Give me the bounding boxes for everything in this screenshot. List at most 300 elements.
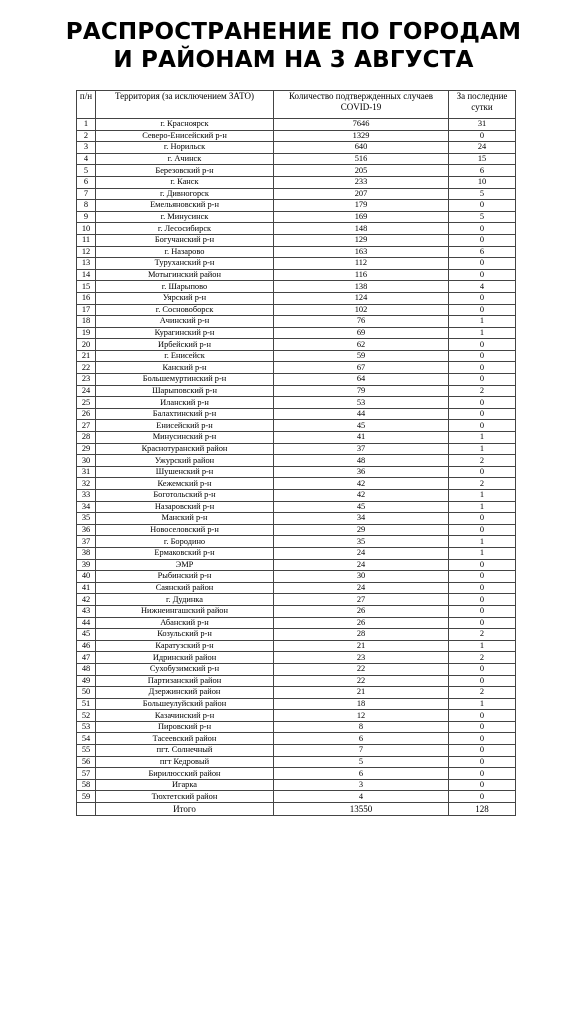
- row-number-cell: 37: [77, 536, 96, 548]
- last-day-cell: 0: [449, 756, 516, 768]
- territory-cell: Абанский р-н: [96, 617, 274, 629]
- table-row: [77, 698, 516, 710]
- territory-cell: г. Енисейск: [96, 350, 274, 362]
- cases-cell: 4: [274, 791, 449, 803]
- covid-cases-table: [76, 90, 516, 816]
- row-number-cell: 10: [77, 223, 96, 235]
- table-row: [77, 269, 516, 281]
- cases-cell: 26: [274, 605, 449, 617]
- header-last-day: За последние сутки: [449, 91, 516, 119]
- row-number-cell: 30: [77, 455, 96, 467]
- table-row: [77, 501, 516, 513]
- title-line-2: И РАЙОНАМ НА 3 АВГУСТА: [113, 47, 474, 73]
- row-number-cell: 22: [77, 362, 96, 374]
- territory-cell: Шушенский р-н: [96, 466, 274, 478]
- territory-cell: Идринский район: [96, 652, 274, 664]
- table-row: [77, 675, 516, 687]
- last-day-cell: 2: [449, 652, 516, 664]
- cases-cell: 8: [274, 721, 449, 733]
- territory-cell: Боготольский р-н: [96, 490, 274, 502]
- last-day-cell: 2: [449, 687, 516, 699]
- table-row: [77, 362, 516, 374]
- territory-cell: Большемуртинский р-н: [96, 374, 274, 386]
- last-day-cell: 0: [449, 594, 516, 606]
- row-number-cell: 38: [77, 547, 96, 559]
- territory-cell: Ачинский р-н: [96, 316, 274, 328]
- last-day-cell: 6: [449, 246, 516, 258]
- row-number-cell: 3: [77, 142, 96, 154]
- territory-cell: Манский р-н: [96, 513, 274, 525]
- territory-cell: Бирилюсский район: [96, 768, 274, 780]
- table-row: [77, 246, 516, 258]
- last-day-cell: 0: [449, 513, 516, 525]
- table-row: [77, 316, 516, 328]
- cases-cell: 79: [274, 385, 449, 397]
- last-day-cell: 0: [449, 582, 516, 594]
- cases-cell: 3: [274, 779, 449, 791]
- row-number-cell: 35: [77, 513, 96, 525]
- last-day-cell: 4: [449, 281, 516, 293]
- row-number-cell: 13: [77, 258, 96, 270]
- cases-cell: 116: [274, 269, 449, 281]
- territory-cell: г. Дудинка: [96, 594, 274, 606]
- cases-cell: 35: [274, 536, 449, 548]
- table-row: [77, 478, 516, 490]
- row-number-cell: 41: [77, 582, 96, 594]
- last-day-cell: 0: [449, 466, 516, 478]
- cases-cell: 26: [274, 617, 449, 629]
- total-cases: 13550: [274, 803, 449, 816]
- cases-cell: 44: [274, 408, 449, 420]
- last-day-cell: 2: [449, 629, 516, 641]
- territory-cell: ЭМР: [96, 559, 274, 571]
- cases-cell: 42: [274, 490, 449, 502]
- territory-cell: г. Норильск: [96, 142, 274, 154]
- territory-cell: Ермаковский р-н: [96, 547, 274, 559]
- row-number-cell: 58: [77, 779, 96, 791]
- cases-cell: 62: [274, 339, 449, 351]
- territory-cell: г. Бородино: [96, 536, 274, 548]
- cases-cell: 27: [274, 594, 449, 606]
- territory-cell: Партизанский район: [96, 675, 274, 687]
- cases-cell: 169: [274, 211, 449, 223]
- row-number-cell: 50: [77, 687, 96, 699]
- territory-cell: Курагинский р-н: [96, 327, 274, 339]
- table-row: [77, 432, 516, 444]
- last-day-cell: 10: [449, 176, 516, 188]
- cases-cell: 64: [274, 374, 449, 386]
- table-row: [77, 791, 516, 803]
- cases-cell: 67: [274, 362, 449, 374]
- territory-cell: Богучанский р-н: [96, 234, 274, 246]
- last-day-cell: 0: [449, 408, 516, 420]
- table-row: [77, 466, 516, 478]
- cases-cell: 102: [274, 304, 449, 316]
- row-number-cell: 7: [77, 188, 96, 200]
- last-day-cell: 0: [449, 617, 516, 629]
- cases-cell: 124: [274, 292, 449, 304]
- cases-cell: 24: [274, 547, 449, 559]
- cases-cell: 6: [274, 768, 449, 780]
- cases-cell: 7646: [274, 119, 449, 131]
- territory-cell: Иланский р-н: [96, 397, 274, 409]
- cases-cell: 233: [274, 176, 449, 188]
- row-number-cell: 26: [77, 408, 96, 420]
- territory-cell: Назаровский р-н: [96, 501, 274, 513]
- table-row: [77, 617, 516, 629]
- row-number-cell: 51: [77, 698, 96, 710]
- table-row: [77, 687, 516, 699]
- last-day-cell: 0: [449, 524, 516, 536]
- row-number-cell: 34: [77, 501, 96, 513]
- territory-cell: Козульский р-н: [96, 629, 274, 641]
- territory-cell: г. Сосновоборск: [96, 304, 274, 316]
- cases-cell: 36: [274, 466, 449, 478]
- row-number-cell: 18: [77, 316, 96, 328]
- row-number-cell: 44: [77, 617, 96, 629]
- territory-cell: Балахтинский р-н: [96, 408, 274, 420]
- table-row: [77, 234, 516, 246]
- cases-cell: 34: [274, 513, 449, 525]
- last-day-cell: 1: [449, 443, 516, 455]
- row-number-cell: 43: [77, 605, 96, 617]
- cases-cell: 22: [274, 675, 449, 687]
- territory-cell: Ужурский район: [96, 455, 274, 467]
- last-day-cell: 24: [449, 142, 516, 154]
- table-row: [77, 292, 516, 304]
- last-day-cell: 0: [449, 200, 516, 212]
- cases-cell: 179: [274, 200, 449, 212]
- cases-cell: 6: [274, 733, 449, 745]
- last-day-cell: 31: [449, 119, 516, 131]
- last-day-cell: 1: [449, 536, 516, 548]
- last-day-cell: 1: [449, 432, 516, 444]
- cases-cell: 5: [274, 756, 449, 768]
- last-day-cell: 0: [449, 420, 516, 432]
- last-day-cell: 0: [449, 571, 516, 583]
- territory-cell: Северо-Енисейский р-н: [96, 130, 274, 142]
- table-row: [77, 176, 516, 188]
- table-row: [77, 188, 516, 200]
- territory-cell: Краснотуранский район: [96, 443, 274, 455]
- cases-cell: 129: [274, 234, 449, 246]
- cases-cell: 12: [274, 710, 449, 722]
- territory-cell: Канский р-н: [96, 362, 274, 374]
- table-row: [77, 200, 516, 212]
- row-number-cell: 15: [77, 281, 96, 293]
- last-day-cell: 0: [449, 234, 516, 246]
- cases-cell: 21: [274, 640, 449, 652]
- row-number-cell: 45: [77, 629, 96, 641]
- table-row: [77, 559, 516, 571]
- cases-cell: 45: [274, 420, 449, 432]
- cases-cell: 18: [274, 698, 449, 710]
- table-row: [77, 420, 516, 432]
- table-row: [77, 536, 516, 548]
- table-row: [77, 455, 516, 467]
- row-number-cell: 42: [77, 594, 96, 606]
- territory-cell: Казачинский р-н: [96, 710, 274, 722]
- row-number-cell: 11: [77, 234, 96, 246]
- table-row: [77, 385, 516, 397]
- territory-cell: Тюхтетский район: [96, 791, 274, 803]
- table-row: [77, 165, 516, 177]
- territory-cell: г. Шарыпово: [96, 281, 274, 293]
- territory-cell: г. Красноярск: [96, 119, 274, 131]
- row-number-cell: 28: [77, 432, 96, 444]
- cases-cell: 41: [274, 432, 449, 444]
- territory-cell: Пировский р-н: [96, 721, 274, 733]
- table-row: [77, 652, 516, 664]
- row-number-cell: 5: [77, 165, 96, 177]
- cases-cell: 45: [274, 501, 449, 513]
- row-number-cell: 25: [77, 397, 96, 409]
- cases-cell: 112: [274, 258, 449, 270]
- table-row: [77, 513, 516, 525]
- territory-cell: Мотыгинский район: [96, 269, 274, 281]
- page-title: [0, 18, 587, 74]
- cases-cell: 640: [274, 142, 449, 154]
- table-row: [77, 408, 516, 420]
- cases-cell: 516: [274, 153, 449, 165]
- last-day-cell: 2: [449, 385, 516, 397]
- table-row: [77, 130, 516, 142]
- table-row: [77, 605, 516, 617]
- cases-cell: 138: [274, 281, 449, 293]
- title-line-1: РАСПРОСТРАНЕНИЕ ПО ГОРОДАМ: [65, 19, 522, 45]
- total-num-cell: [77, 803, 96, 816]
- territory-cell: Каратузский р-н: [96, 640, 274, 652]
- cases-cell: 22: [274, 663, 449, 675]
- row-number-cell: 47: [77, 652, 96, 664]
- last-day-cell: 0: [449, 710, 516, 722]
- row-number-cell: 48: [77, 663, 96, 675]
- territory-cell: пгт Кедровый: [96, 756, 274, 768]
- cases-cell: 1329: [274, 130, 449, 142]
- header-num: п/н: [77, 91, 96, 119]
- cases-cell: 24: [274, 559, 449, 571]
- cases-cell: 59: [274, 350, 449, 362]
- territory-cell: Новоселовский р-н: [96, 524, 274, 536]
- cases-cell: 23: [274, 652, 449, 664]
- row-number-cell: 16: [77, 292, 96, 304]
- table-row: [77, 443, 516, 455]
- table-row: [77, 629, 516, 641]
- table-row: [77, 153, 516, 165]
- row-number-cell: 52: [77, 710, 96, 722]
- last-day-cell: 2: [449, 478, 516, 490]
- table-row: [77, 339, 516, 351]
- last-day-cell: 1: [449, 501, 516, 513]
- cases-cell: 21: [274, 687, 449, 699]
- cases-cell: 48: [274, 455, 449, 467]
- table-footer: [77, 803, 516, 816]
- header-row: [77, 91, 516, 119]
- territory-cell: Кежемский р-н: [96, 478, 274, 490]
- cases-cell: 207: [274, 188, 449, 200]
- territory-cell: г. Назарово: [96, 246, 274, 258]
- territory-cell: г. Минусинск: [96, 211, 274, 223]
- row-number-cell: 8: [77, 200, 96, 212]
- territory-cell: г. Ачинск: [96, 153, 274, 165]
- header-cases: Количество подтвержденных случаев COVID-19: [274, 91, 449, 119]
- row-number-cell: 31: [77, 466, 96, 478]
- last-day-cell: 0: [449, 663, 516, 675]
- last-day-cell: 2: [449, 455, 516, 467]
- table-row: [77, 304, 516, 316]
- table-row: [77, 281, 516, 293]
- table-row: [77, 663, 516, 675]
- row-number-cell: 32: [77, 478, 96, 490]
- territory-cell: Туруханский р-н: [96, 258, 274, 270]
- row-number-cell: 53: [77, 721, 96, 733]
- table-row: [77, 142, 516, 154]
- last-day-cell: 0: [449, 675, 516, 687]
- table-row: [77, 721, 516, 733]
- last-day-cell: 0: [449, 779, 516, 791]
- territory-cell: Сухобузимский р-н: [96, 663, 274, 675]
- row-number-cell: 49: [77, 675, 96, 687]
- cases-cell: 7: [274, 745, 449, 757]
- row-number-cell: 33: [77, 490, 96, 502]
- cases-cell: 30: [274, 571, 449, 583]
- table-row: [77, 571, 516, 583]
- row-number-cell: 54: [77, 733, 96, 745]
- row-number-cell: 56: [77, 756, 96, 768]
- territory-cell: Емельяновский р-н: [96, 200, 274, 212]
- row-number-cell: 57: [77, 768, 96, 780]
- territory-cell: г. Лесосибирск: [96, 223, 274, 235]
- row-number-cell: 36: [77, 524, 96, 536]
- last-day-cell: 0: [449, 768, 516, 780]
- cases-cell: 37: [274, 443, 449, 455]
- last-day-cell: 5: [449, 211, 516, 223]
- row-number-cell: 1: [77, 119, 96, 131]
- row-number-cell: 40: [77, 571, 96, 583]
- row-number-cell: 2: [77, 130, 96, 142]
- table-row: [77, 211, 516, 223]
- last-day-cell: 1: [449, 316, 516, 328]
- territory-cell: Большеулуйский район: [96, 698, 274, 710]
- last-day-cell: 0: [449, 605, 516, 617]
- territory-cell: Шарыповский р-н: [96, 385, 274, 397]
- table-row: [77, 594, 516, 606]
- total-label: Итого: [96, 803, 274, 816]
- table-row: [77, 374, 516, 386]
- cases-cell: 205: [274, 165, 449, 177]
- row-number-cell: 14: [77, 269, 96, 281]
- row-number-cell: 20: [77, 339, 96, 351]
- last-day-cell: 1: [449, 327, 516, 339]
- table-row: [77, 490, 516, 502]
- cases-cell: 53: [274, 397, 449, 409]
- table-row: [77, 768, 516, 780]
- last-day-cell: 6: [449, 165, 516, 177]
- territory-cell: Уярский р-н: [96, 292, 274, 304]
- table-row: [77, 710, 516, 722]
- table-row: [77, 582, 516, 594]
- territory-cell: г. Дивногорск: [96, 188, 274, 200]
- last-day-cell: 0: [449, 745, 516, 757]
- table-row: [77, 258, 516, 270]
- row-number-cell: 6: [77, 176, 96, 188]
- last-day-cell: 0: [449, 374, 516, 386]
- row-number-cell: 27: [77, 420, 96, 432]
- territory-cell: Рыбинский р-н: [96, 571, 274, 583]
- table-row: [77, 779, 516, 791]
- row-number-cell: 46: [77, 640, 96, 652]
- row-number-cell: 24: [77, 385, 96, 397]
- territory-cell: Нижнеингашский район: [96, 605, 274, 617]
- total-last-day: 128: [449, 803, 516, 816]
- last-day-cell: 0: [449, 258, 516, 270]
- row-number-cell: 17: [77, 304, 96, 316]
- table-row: [77, 119, 516, 131]
- last-day-cell: 0: [449, 721, 516, 733]
- table-row: [77, 745, 516, 757]
- table-row: [77, 397, 516, 409]
- table-row: [77, 327, 516, 339]
- last-day-cell: 0: [449, 130, 516, 142]
- cases-cell: 76: [274, 316, 449, 328]
- row-number-cell: 19: [77, 327, 96, 339]
- last-day-cell: 0: [449, 733, 516, 745]
- table-body: [77, 119, 516, 803]
- row-number-cell: 55: [77, 745, 96, 757]
- table-row: [77, 640, 516, 652]
- territory-cell: Тасеевский район: [96, 733, 274, 745]
- last-day-cell: 0: [449, 304, 516, 316]
- territory-cell: Березовский р-н: [96, 165, 274, 177]
- last-day-cell: 5: [449, 188, 516, 200]
- cases-cell: 29: [274, 524, 449, 536]
- table-row: [77, 223, 516, 235]
- territory-cell: Енисейский р-н: [96, 420, 274, 432]
- table-header: [77, 91, 516, 119]
- row-number-cell: 29: [77, 443, 96, 455]
- last-day-cell: 0: [449, 362, 516, 374]
- cases-cell: 28: [274, 629, 449, 641]
- total-row: [77, 803, 516, 816]
- last-day-cell: 0: [449, 559, 516, 571]
- last-day-cell: 0: [449, 791, 516, 803]
- last-day-cell: 15: [449, 153, 516, 165]
- table-row: [77, 756, 516, 768]
- territory-cell: пгт. Солнечный: [96, 745, 274, 757]
- header-territory: Территория (за исключением ЗАТО): [96, 91, 274, 119]
- table-row: [77, 524, 516, 536]
- last-day-cell: 0: [449, 269, 516, 281]
- last-day-cell: 0: [449, 292, 516, 304]
- cases-cell: 24: [274, 582, 449, 594]
- row-number-cell: 4: [77, 153, 96, 165]
- cases-cell: 42: [274, 478, 449, 490]
- cases-cell: 148: [274, 223, 449, 235]
- table-row: [77, 547, 516, 559]
- last-day-cell: 0: [449, 350, 516, 362]
- last-day-cell: 0: [449, 223, 516, 235]
- row-number-cell: 59: [77, 791, 96, 803]
- cases-cell: 163: [274, 246, 449, 258]
- territory-cell: Дзержинский район: [96, 687, 274, 699]
- territory-cell: г. Канск: [96, 176, 274, 188]
- last-day-cell: 1: [449, 490, 516, 502]
- row-number-cell: 39: [77, 559, 96, 571]
- territory-cell: Игарка: [96, 779, 274, 791]
- territory-cell: Ирбейский р-н: [96, 339, 274, 351]
- last-day-cell: 1: [449, 547, 516, 559]
- row-number-cell: 23: [77, 374, 96, 386]
